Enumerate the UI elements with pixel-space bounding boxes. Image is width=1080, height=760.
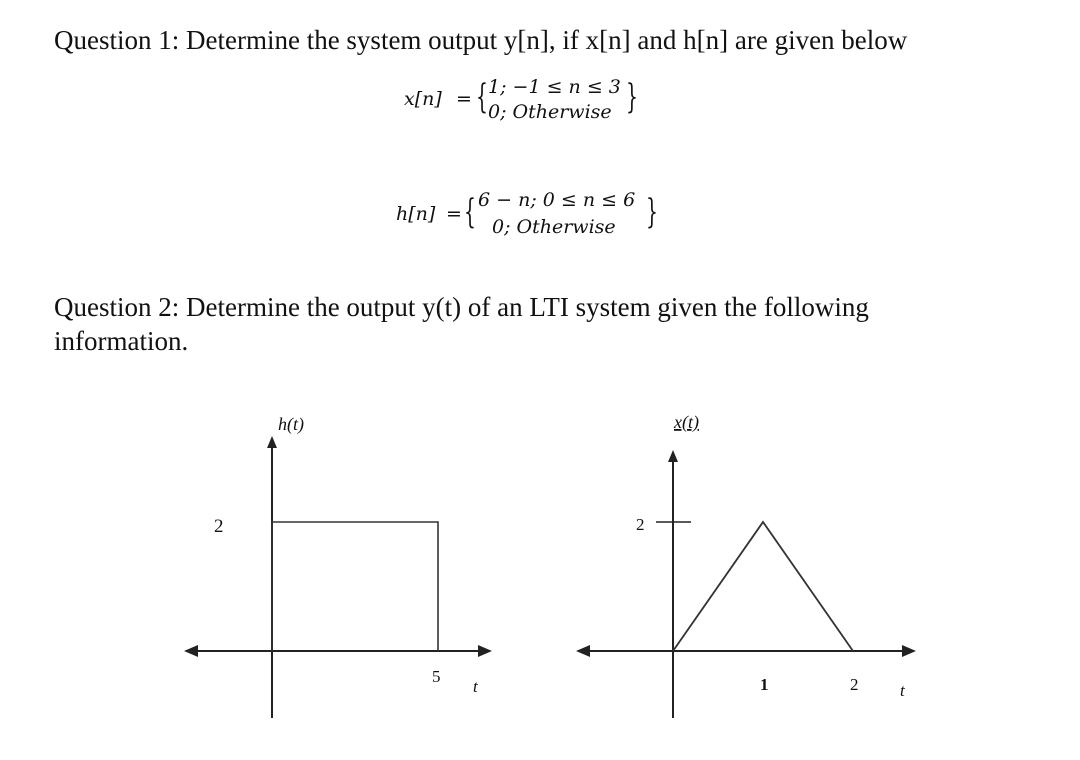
x-x-arrow-left-icon <box>576 645 590 657</box>
x-x-axis-label: t <box>900 681 905 700</box>
left-brace: { <box>476 77 488 117</box>
x-y-tick-2: 2 <box>636 515 645 534</box>
x-equation-lhs: x[n] <box>404 88 442 110</box>
x-x-arrow-right-icon <box>902 645 916 657</box>
h-x-arrow-left-icon <box>184 645 198 657</box>
x-x-tick-1: 1 <box>760 675 769 694</box>
h-y-arrow-icon <box>267 436 277 448</box>
h-x-tick-5: 5 <box>432 667 441 686</box>
h-case-1: 6 − n; 0 ≤ n ≤ 6 <box>478 189 636 211</box>
h-y-tick-2: 2 <box>214 516 224 537</box>
x-graph <box>570 400 930 730</box>
right-brace: } <box>646 192 658 232</box>
x-case-2: 0; Otherwise <box>488 101 612 123</box>
x-y-arrow-icon <box>668 450 678 462</box>
h-equation-lhs: h[n] <box>396 203 436 225</box>
question-1-text: Question 1: Determine the system output y[n], if x[n] and h[n] are given below <box>54 25 908 55</box>
h-x-arrow-right-icon <box>478 645 492 657</box>
x-equation-equals: = <box>456 88 472 110</box>
question-2-line-2: information. <box>54 326 189 356</box>
x-case-1: 1; −1 ≤ n ≤ 3 <box>488 76 621 98</box>
h-x-axis-label: t <box>473 677 478 696</box>
x-x-tick-2: 2 <box>850 675 859 694</box>
h-graph-label: h(t) <box>278 414 304 434</box>
h-equation-equals: = <box>446 203 462 225</box>
x-equation <box>404 76 664 136</box>
h-equation <box>396 189 686 249</box>
question-2-line-1: Question 2: Determine the output y(t) of an LTI system given the following <box>54 292 869 322</box>
h-graph <box>170 400 510 730</box>
x-signal-line <box>673 522 853 651</box>
right-brace: } <box>626 77 638 117</box>
h-signal-line <box>272 522 438 651</box>
left-brace: { <box>464 192 476 232</box>
x-graph-label: x(t) <box>674 412 699 432</box>
h-case-2: 0; Otherwise <box>492 216 616 238</box>
